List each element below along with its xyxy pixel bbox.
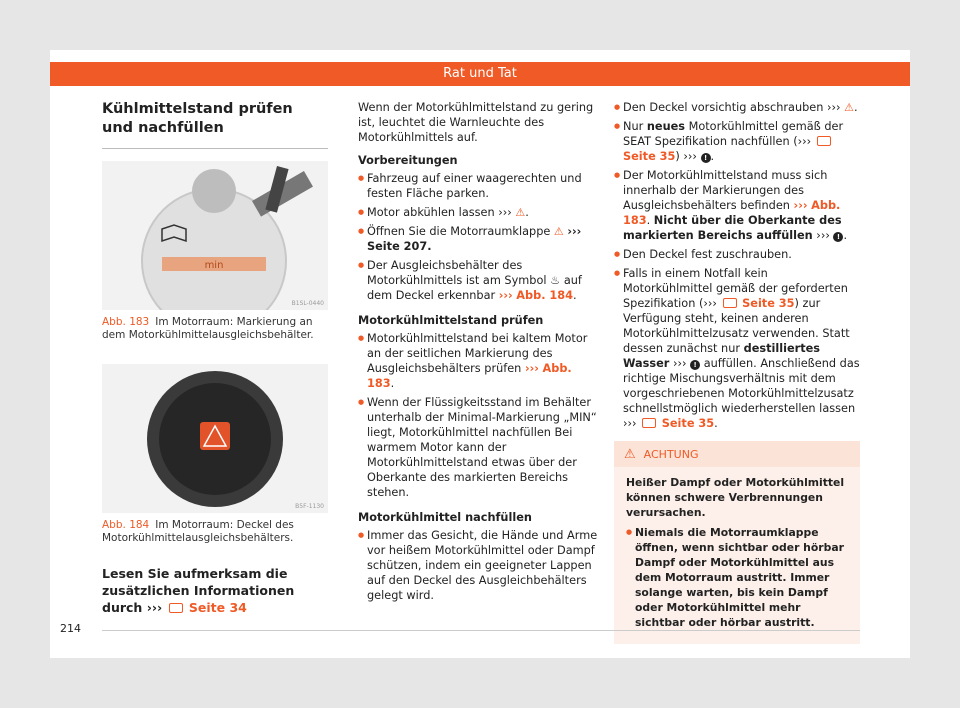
figure-link[interactable]: Abb. 183 — [367, 362, 572, 390]
warning-icon: ⚠ — [624, 446, 636, 462]
lead-text: Lesen Sie aufmerksam die zusätzlichen Informationen durch ››› Seite 34 — [102, 566, 295, 615]
figure-code: B5F-1130 — [295, 503, 324, 510]
figure-coolant-tank — [102, 161, 328, 310]
page-link[interactable]: Seite 35 — [623, 150, 676, 163]
column-1 — [102, 100, 328, 616]
book-icon — [642, 418, 656, 428]
coolant-tank-illustration — [102, 161, 328, 310]
warning-box — [614, 441, 860, 644]
warning-icon: ⚠ — [553, 225, 564, 238]
column-3 — [614, 100, 860, 644]
tank-cap-illustration — [102, 364, 328, 513]
footer-rule — [102, 630, 860, 631]
section-title: Kühlmittelstand prüfen und nachfüllen — [102, 100, 328, 149]
figure-tank-cap — [102, 364, 328, 513]
arrow-icon: ››› — [146, 600, 163, 615]
coolant-symbol-icon: ♨ — [550, 274, 561, 287]
warning-intro: Heißer Dampf oder Motorkühlmittel können schwere Verbrennungen verursachen. — [626, 476, 845, 519]
list-item: ● Wenn der Flüssigkeitsstand im Behälter unterhalb der Minimal-Markierung „MIN“ liegt, Motorkühlmittel nachfüllen Bei warmem Motor kann der Motorkühlmittelstand etwas über der Oberkante des markierten Bereichs stehen. — [358, 395, 600, 500]
subheading-check: Motorkühlmittelstand prüfen — [358, 314, 544, 327]
caption-text: Im Motorraum: Deckel des Motorkühlmittelausgleichsbehälters. — [102, 519, 294, 544]
book-icon — [169, 603, 183, 613]
figure-label: Abb. 184 — [102, 519, 150, 531]
list-item: ● Der Ausgleichsbehälter des Motorkühlmittels ist am Symbol ♨ auf dem Deckel erkennbar ››› Abb. 184. — [358, 258, 600, 303]
figure-caption — [102, 519, 328, 545]
list-item: ● Öffnen Sie die Motorraumklappe ⚠ ››› Seite 207. — [358, 224, 600, 254]
subheading-preparation: Vorbereitungen — [358, 154, 458, 167]
list-item: ● Immer das Gesicht, die Hände und Arme vor heißem Motorkühlmittel oder Dampf schützen, indem ein geeigneter Lappen auf den Deckel des Ausgleichbehälters gelegt wird. — [358, 528, 600, 603]
subheading-fill: Motorkühlmittel nachfüllen — [358, 511, 532, 524]
page-link[interactable]: Seite 34 — [188, 600, 247, 615]
info-icon: ! — [690, 360, 700, 370]
list-item: ● Der Motorkühlmittelstand muss sich innerhalb der Markierungen des Ausgleichsbehälters befinden ››› Abb. 183. Nicht über die Oberkante des markierten Bereichs auffüllen ››› ! . — [614, 168, 860, 243]
figure-caption — [102, 316, 328, 342]
warning-body — [614, 467, 860, 644]
page-link[interactable]: Seite 35 — [742, 297, 795, 310]
list-item: ● Motor abkühlen lassen ››› ⚠. — [358, 205, 600, 220]
page-link[interactable]: Seite 207. — [367, 240, 432, 253]
warning-icon: ⚠ — [844, 101, 855, 114]
warning-icon: ⚠ — [515, 206, 526, 219]
figure-code: B1SL-0440 — [291, 300, 324, 307]
column-2 — [358, 100, 600, 607]
warning-title: ACHTUNG — [643, 447, 699, 461]
min-marking: min — [204, 260, 224, 271]
figure-link[interactable]: Abb. 183 — [623, 199, 841, 227]
book-icon — [723, 298, 737, 308]
info-icon: ! — [701, 153, 711, 163]
page-number: 214 — [60, 622, 81, 635]
list-item: ● Den Deckel fest zuschrauben. — [614, 247, 860, 262]
figure-label: Abb. 183 — [102, 316, 150, 328]
chapter-header: Rat und Tat — [50, 62, 910, 86]
intro-text: Wenn der Motorkühlmittelstand zu gering ist, leuchtet die Warnleuchte des Motorkühlmittels auf. — [358, 101, 594, 144]
list-item: ● Falls in einem Notfall kein Motorkühlmittel gemäß der geforderten Spezifikation (››› Seite 35) zur Verfügung steht, keinen anderen Motorkühlmittelzusatz verwenden. Statt dessen zunächst nur destilliertes Wasser ››› ! auffüllen. Anschließend das richtige Mischungsverhältnis mit dem vorgeschriebenen Motorkühlmittelzusatz schnellstmöglich wiederherstellen lassen ››› Seite 35. — [614, 266, 860, 431]
warning-header — [614, 441, 860, 467]
caption-text: Im Motorraum: Markierung an dem Motorkühlmittelausgleichsbehälter. — [102, 316, 314, 341]
list-item: ● Nur neues Motorkühlmittel gemäß der SEAT Spezifikation nachfüllen (››› Seite 35) ››› ! . — [614, 119, 860, 164]
book-icon — [817, 136, 831, 146]
page-link[interactable]: Seite 35 — [661, 417, 715, 430]
figure-link[interactable]: Abb. 184 — [516, 289, 574, 302]
info-icon: ! — [833, 232, 843, 242]
list-item: ● Niemals die Motorraumklappe öffnen, wenn sichtbar oder hörbar Dampf oder Motorkühlmittel aus dem Motorraum austritt. Immer solange warten, bis kein Dampf oder Motorkühlmittel mehr sichtbar oder hörbar austritt. — [626, 525, 850, 630]
list-item: ● Fahrzeug auf einer waagerechten und festen Fläche parken. — [358, 171, 600, 201]
list-item: ● Motorkühlmittelstand bei kaltem Motor an der seitlichen Markierung des Ausgleichsbehälters prüfen ››› Abb. 183. — [358, 331, 600, 391]
list-item: ● Den Deckel vorsichtig abschrauben ››› ⚠. — [614, 100, 860, 115]
